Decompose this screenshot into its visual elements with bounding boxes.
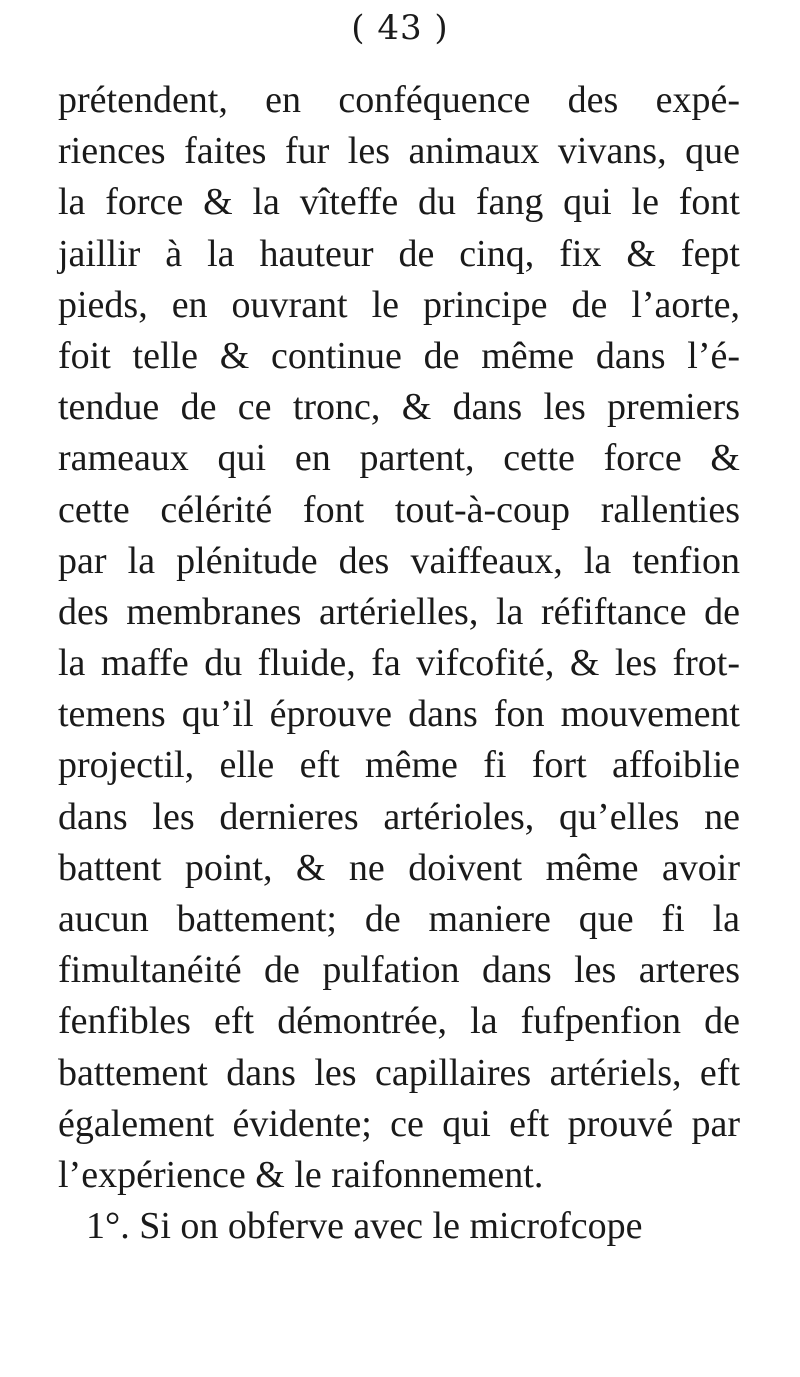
- text-line: riences faites fur les animaux vivans, que: [58, 130, 740, 173]
- text-line: battent point, & ne doivent même avoir: [58, 846, 740, 889]
- text-line: fimultanéité de pulfation dans les arteres: [58, 949, 740, 992]
- text-line: jaillir à la hauteur de cinq, fix & fept: [58, 232, 740, 275]
- text-line: des membranes artérielles, la réfiftance de: [58, 590, 740, 633]
- text-line: l’expérience & le raifonnement.: [58, 1153, 544, 1196]
- text-line: battement dans les capillaires artériels, eft: [58, 1051, 740, 1094]
- text-line: foit telle & continue de même dans l’é-: [58, 334, 740, 377]
- page-number: ( 43 ): [351, 8, 449, 48]
- text-line: fenfibles eft démontrée, la fufpenfion de: [58, 1000, 740, 1043]
- text-line: prétendent, en conféquence des expé-: [58, 79, 740, 121]
- body-text: [58, 75, 740, 1252]
- text-line: 1°. Si on obferve avec le microfcope: [86, 1205, 643, 1248]
- text-line: par la plénitude des vaiffeaux, la tenfion: [58, 539, 740, 582]
- text-line: dans les dernieres artérioles, qu’elles ne: [58, 795, 740, 838]
- text-line: pieds, en ouvrant le principe de l’aorte,: [58, 283, 740, 326]
- text-line: cette célérité font tout-à-coup rallenties: [58, 488, 740, 531]
- text-line: aucun battement; de maniere que fi la: [58, 898, 740, 940]
- text-line: projectil, elle eft même fi fort affoiblie: [58, 744, 740, 787]
- text-line: tendue de ce tronc, & dans les premiers: [58, 386, 740, 429]
- text-line: la maffe du fluide, fa vifcofité, & les frot-: [58, 642, 740, 685]
- text-line: rameaux qui en partent, cette force &: [58, 437, 740, 480]
- text-line: la force & la vîteffe du fang qui le font: [58, 181, 740, 224]
- text-line: également évidente; ce qui eft prouvé par: [58, 1102, 740, 1145]
- text-line: temens qu’il éprouve dans fon mouvement: [58, 693, 740, 736]
